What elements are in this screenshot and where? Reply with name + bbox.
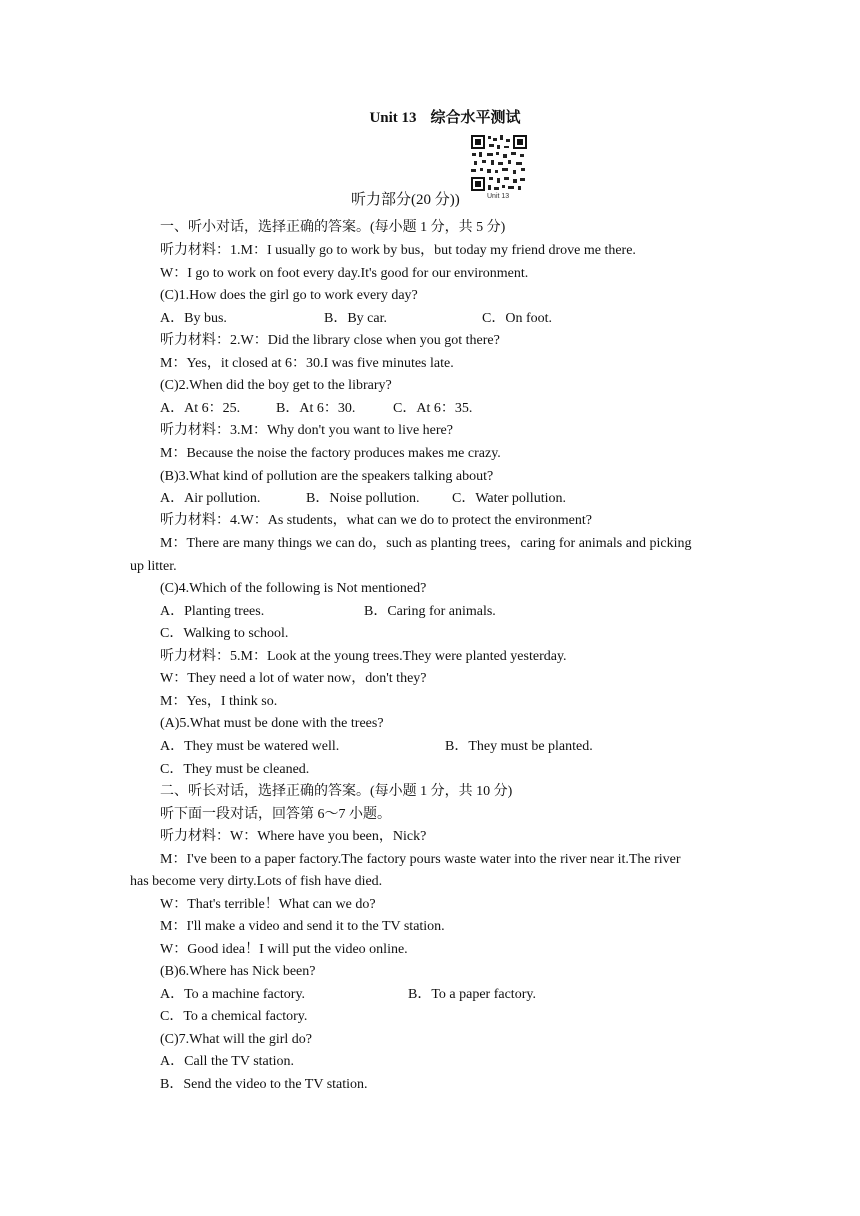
text-line: 听力材料：2.W：Did the library close when you got there? [160, 333, 500, 348]
option: C．Water pollution. [452, 491, 566, 506]
section-two-heading: 二、听长对话，选择正确的答案。(每小题 1 分，共 10 分) [160, 784, 513, 799]
text-line: M：Because the noise the factory produces makes me crazy. [160, 446, 501, 461]
option: B．They must be planted. [445, 739, 593, 754]
question-2: (C)2.When did the boy get to the library? [160, 378, 392, 393]
text-line: M：I've been to a paper factory.The factory pours waste water into the river near it.The river [160, 852, 681, 867]
section-one-heading: 一、听小对话，选择正确的答案。(每小题 1 分，共 5 分) [160, 220, 506, 235]
text-line: up litter. [130, 559, 177, 574]
text-line: W：Good idea！I will put the video online. [160, 942, 408, 957]
qr-caption: Unit 13 [487, 193, 510, 200]
text-line: 听力材料：1.M：I usually go to work by bus，but today my friend drove me there. [160, 243, 636, 258]
text-line: 听力材料：5.M：Look at the young trees.They were planted yesterday. [160, 649, 567, 664]
text-line: 听下面一段对话，回答第 6～7 小题。 [160, 807, 391, 822]
text-line: M：Yes，I think so. [160, 694, 278, 709]
option: A．At 6：25. [160, 401, 241, 416]
question-4: (C)4.Which of the following is Not mentioned? [160, 581, 427, 596]
option: B．At 6：30. [276, 401, 356, 416]
option: C．On foot. [482, 311, 552, 326]
text-line: has become very dirty.Lots of fish have died. [130, 874, 383, 889]
listening-section-heading: 听力部分(20 分)) [351, 192, 460, 208]
text-line: W：I go to work on foot every day.It's good for our environment. [160, 266, 529, 281]
text-line: 听力材料：W：Where have you been，Nick? [160, 829, 427, 844]
text-line: W：That's terrible！What can we do? [160, 897, 376, 912]
question-5: (A)5.What must be done with the trees? [160, 716, 384, 731]
text-line: M：I'll make a video and send it to the TV station. [160, 919, 445, 934]
option: A．Planting trees. [160, 604, 265, 619]
option: C．To a chemical factory. [160, 1009, 308, 1024]
text-line: W：They need a lot of water now，don't they? [160, 671, 427, 686]
option: C．At 6：35. [393, 401, 473, 416]
option: C．They must be cleaned. [160, 762, 310, 777]
text-line: 听力材料：4.W：As students，what can we do to protect the environment? [160, 513, 592, 528]
option: A．By bus. [160, 311, 227, 326]
text-line: 听力材料：3.M：Why don't you want to live here? [160, 423, 453, 438]
option: B．Caring for animals. [364, 604, 496, 619]
title-unit: Unit 13 [369, 110, 417, 126]
page-title [0, 106, 860, 127]
option: A．Air pollution. [160, 491, 261, 506]
question-6: (B)6.Where has Nick been? [160, 964, 316, 979]
text-line: M：Yes，it closed at 6：30.I was five minutes late. [160, 356, 454, 371]
option: B．By car. [324, 311, 387, 326]
option: C．Walking to school. [160, 626, 289, 641]
option: B．Send the video to the TV station. [160, 1077, 368, 1092]
title-chinese: 综合水平测试 [430, 110, 521, 126]
text-line: M：There are many things we can do，such as planting trees，caring for animals and picking [160, 536, 692, 551]
question-3: (B)3.What kind of pollution are the speakers talking about? [160, 469, 494, 484]
option: B．Noise pollution. [306, 491, 420, 506]
question-7: (C)7.What will the girl do? [160, 1032, 313, 1047]
option: A．Call the TV station. [160, 1054, 295, 1069]
qr-code-icon [469, 133, 529, 199]
option: A．To a machine factory. [160, 987, 306, 1002]
option: A．They must be watered well. [160, 739, 340, 754]
question-1: (C)1.How does the girl go to work every day? [160, 288, 418, 303]
option: B．To a paper factory. [408, 987, 536, 1002]
